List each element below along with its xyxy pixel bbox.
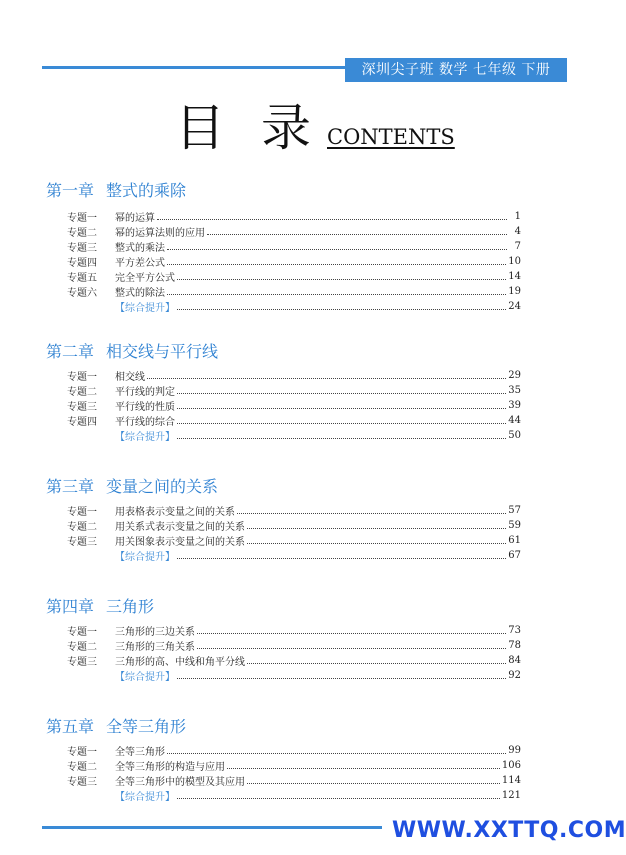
topic-number: 专题一 <box>67 626 97 638</box>
dot-leader <box>177 279 506 280</box>
title-char-2: 录 <box>261 99 311 157</box>
page-number: 29 <box>508 369 521 381</box>
title-english: CONTENTS <box>327 125 455 149</box>
topic-title: 平方差公式 <box>115 257 165 269</box>
toc-entry[interactable] <box>67 772 521 788</box>
dot-leader <box>177 678 506 679</box>
topic-number: 专题二 <box>67 761 97 773</box>
page-number: 24 <box>508 300 521 312</box>
toc-entry[interactable] <box>67 397 521 413</box>
topic-title: 三角形的三边关系 <box>115 626 195 638</box>
topic-number: 专题二 <box>67 641 97 653</box>
page-number: 92 <box>508 669 521 681</box>
page-number: 59 <box>508 519 521 531</box>
toc-entry[interactable] <box>67 238 521 254</box>
dot-leader <box>177 438 506 439</box>
topic-title: 相交线 <box>115 371 145 383</box>
toc-entry[interactable] <box>67 223 521 239</box>
page-number: 4 <box>514 225 521 237</box>
dot-leader <box>157 219 507 220</box>
dot-leader <box>247 543 506 544</box>
topic-title: 全等三角形 <box>115 746 165 758</box>
page-number: 78 <box>508 639 521 651</box>
dot-leader <box>247 528 506 529</box>
toc-entry[interactable] <box>67 268 521 284</box>
topic-title: 平行线的判定 <box>115 386 175 398</box>
chapter-heading <box>46 714 186 737</box>
dot-leader <box>177 408 506 409</box>
dot-leader <box>197 648 506 649</box>
dot-leader <box>177 423 506 424</box>
toc-entry[interactable] <box>67 367 521 383</box>
topic-title: 幂的运算法则的应用 <box>115 227 205 239</box>
toc-entry[interactable] <box>67 742 521 758</box>
toc-entry[interactable] <box>67 382 521 398</box>
summary-entry[interactable] <box>67 298 521 314</box>
footer-rule <box>42 826 382 829</box>
topic-number: 专题五 <box>67 272 97 284</box>
dot-leader <box>227 768 500 769</box>
page-number: 61 <box>508 534 521 546</box>
topic-number: 专题三 <box>67 776 97 788</box>
header-rule <box>42 66 345 69</box>
topic-number: 专题一 <box>67 371 97 383</box>
chapter-name: 整式的乘除 <box>106 181 187 200</box>
topic-number: 专题四 <box>67 416 97 428</box>
summary-label: 【综合提升】 <box>115 302 175 314</box>
topic-number: 专题一 <box>67 746 97 758</box>
summary-label: 【综合提升】 <box>115 431 175 443</box>
dot-leader <box>177 309 506 310</box>
topic-title: 用关系式表示变量之间的关系 <box>115 521 245 533</box>
topic-title: 完全平方公式 <box>115 272 175 284</box>
chapter-label: 第五章 <box>46 717 95 736</box>
watermark: WWW.XXTTQ.COM <box>392 818 626 843</box>
topic-number: 专题三 <box>67 242 97 254</box>
toc-entry[interactable] <box>67 517 521 533</box>
dot-leader <box>207 234 507 235</box>
page-number: 10 <box>508 255 521 267</box>
page-number: 35 <box>508 384 521 396</box>
topic-number: 专题四 <box>67 257 97 269</box>
dot-leader <box>247 663 506 664</box>
series-banner: 深圳尖子班 数学 七年级 下册 <box>345 58 567 82</box>
chapter-heading <box>46 474 218 497</box>
toc-entry[interactable] <box>67 253 521 269</box>
page-number: 1 <box>514 210 521 222</box>
toc-entry[interactable] <box>67 502 521 518</box>
dot-leader <box>237 513 506 514</box>
topic-title: 整式的除法 <box>115 287 165 299</box>
topic-title: 幂的运算 <box>115 212 155 224</box>
page-number: 44 <box>508 414 521 426</box>
chapter-label: 第二章 <box>46 342 95 361</box>
page-number: 50 <box>508 429 521 441</box>
topic-number: 专题二 <box>67 227 97 239</box>
summary-label: 【综合提升】 <box>115 551 175 563</box>
chapter-heading <box>46 594 154 617</box>
chapter-label: 第四章 <box>46 597 95 616</box>
toc-entry[interactable] <box>67 412 521 428</box>
dot-leader <box>247 783 500 784</box>
page-number: 39 <box>508 399 521 411</box>
topic-number: 专题三 <box>67 536 97 548</box>
chapter-name: 相交线与平行线 <box>106 342 219 361</box>
topic-title: 全等三角形中的模型及其应用 <box>115 776 245 788</box>
page-number: 14 <box>508 270 521 282</box>
toc-entry[interactable] <box>67 532 521 548</box>
page-number: 67 <box>508 549 521 561</box>
dot-leader <box>177 393 506 394</box>
chapter-name: 三角形 <box>106 597 155 616</box>
dot-leader <box>167 264 506 265</box>
page-title <box>175 96 455 156</box>
topic-title: 平行线的综合 <box>115 416 175 428</box>
chapter-name: 全等三角形 <box>106 717 187 736</box>
page-number: 106 <box>501 759 521 771</box>
page-number: 121 <box>501 789 521 801</box>
title-char-1: 目 <box>175 99 225 157</box>
chapter-label: 第三章 <box>46 477 95 496</box>
dot-leader <box>177 798 500 799</box>
topic-title: 三角形的高、中线和角平分线 <box>115 656 245 668</box>
chapter-label: 第一章 <box>46 181 95 200</box>
page-number: 19 <box>508 285 521 297</box>
summary-label: 【综合提升】 <box>115 671 175 683</box>
dot-leader <box>197 633 506 634</box>
topic-title: 平行线的性质 <box>115 401 175 413</box>
topic-number: 专题三 <box>67 401 97 413</box>
topic-number: 专题一 <box>67 212 97 224</box>
topic-title: 整式的乘法 <box>115 242 165 254</box>
dot-leader <box>167 753 506 754</box>
topic-number: 专题二 <box>67 521 97 533</box>
dot-leader <box>167 249 507 250</box>
chapter-heading <box>46 178 186 201</box>
summary-entry[interactable] <box>67 787 521 803</box>
chapter-heading <box>46 339 218 362</box>
page-number: 7 <box>514 240 521 252</box>
page-number: 114 <box>501 774 521 786</box>
topic-number: 专题一 <box>67 506 97 518</box>
toc-entry[interactable] <box>67 757 521 773</box>
summary-entry[interactable] <box>67 667 521 683</box>
summary-entry[interactable] <box>67 547 521 563</box>
page-number: 73 <box>508 624 521 636</box>
toc-entry[interactable] <box>67 652 521 668</box>
topic-title: 用表格表示变量之间的关系 <box>115 506 235 518</box>
topic-number: 专题二 <box>67 386 97 398</box>
page-number: 84 <box>508 654 521 666</box>
summary-label: 【综合提升】 <box>115 791 175 803</box>
toc-entry[interactable] <box>67 622 521 638</box>
page-number: 99 <box>508 744 521 756</box>
chapter-name: 变量之间的关系 <box>106 477 219 496</box>
dot-leader <box>147 378 506 379</box>
topic-title: 三角形的三角关系 <box>115 641 195 653</box>
topic-number: 专题六 <box>67 287 97 299</box>
toc-entry[interactable] <box>67 637 521 653</box>
summary-entry[interactable] <box>67 427 521 443</box>
toc-entry[interactable] <box>67 208 521 224</box>
page-number: 57 <box>508 504 521 516</box>
dot-leader <box>167 294 506 295</box>
topic-title: 用关图象表示变量之间的关系 <box>115 536 245 548</box>
topic-title: 全等三角形的构造与应用 <box>115 761 225 773</box>
dot-leader <box>177 558 506 559</box>
toc-entry[interactable] <box>67 283 521 299</box>
topic-number: 专题三 <box>67 656 97 668</box>
